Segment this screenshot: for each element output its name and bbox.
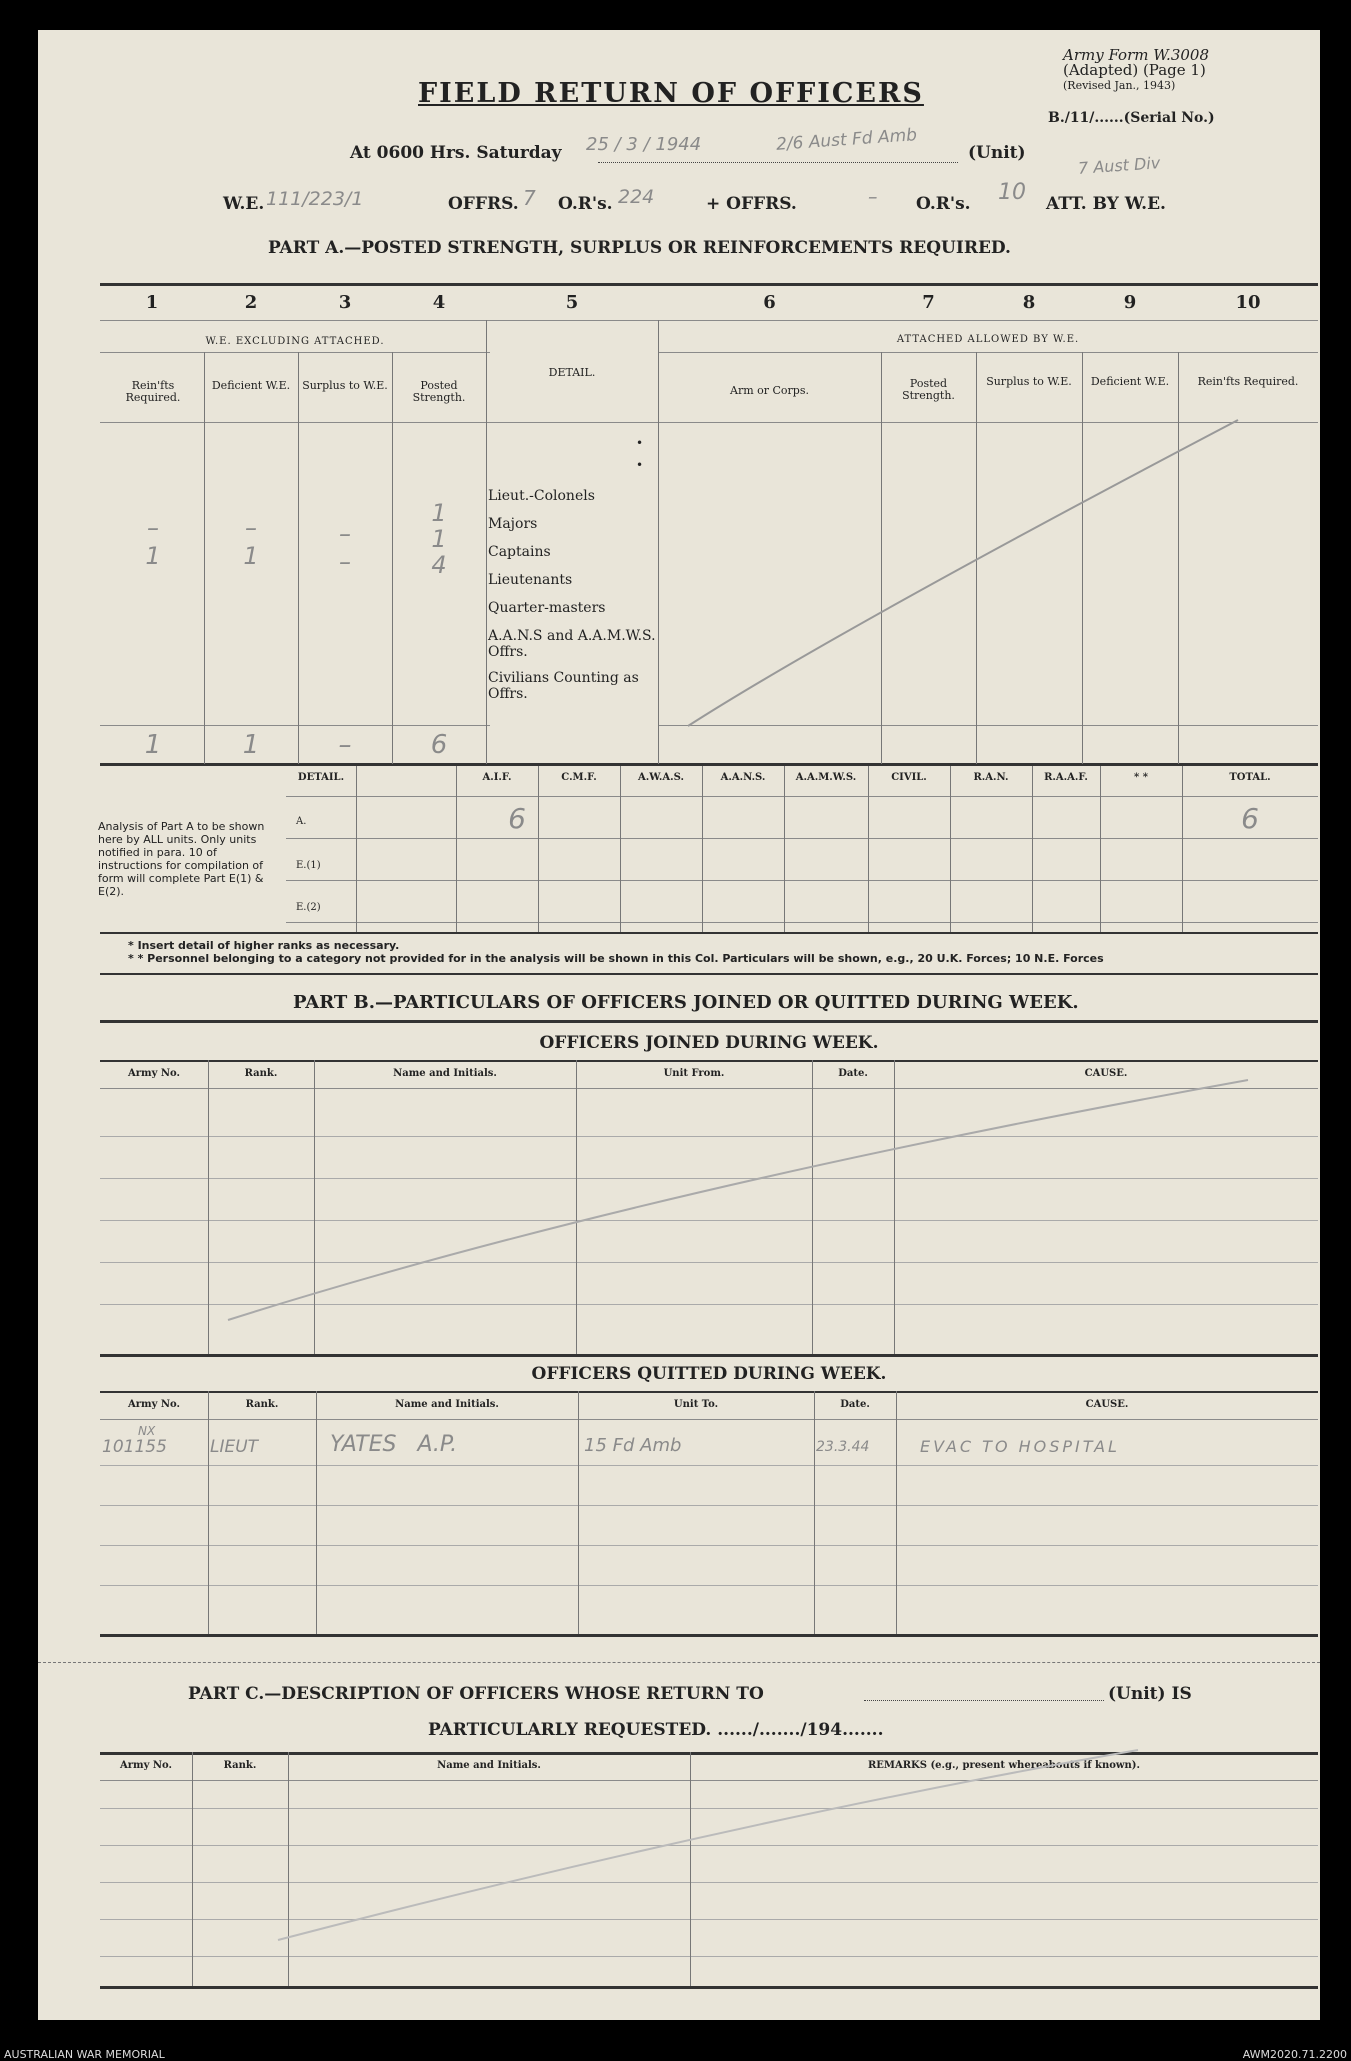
analysis-row-e2: E.(2): [296, 902, 321, 913]
hw-col3-a: –: [339, 520, 351, 548]
analysis-hdr-0: DETAIL.: [297, 772, 345, 783]
col-number-8: 8: [1022, 292, 1036, 313]
plus-ors-label: O.R's.: [916, 194, 971, 214]
quitted-table-hdr-5: CAUSE.: [1085, 1399, 1129, 1410]
unit-label: (Unit): [968, 143, 1026, 163]
at-label: At 0600 Hrs. Saturday: [350, 143, 562, 163]
hdr-surplus-right: Surplus to W.E.: [986, 375, 1072, 388]
detail-majors: Majors: [488, 516, 538, 532]
analysis-hdr-4: A.W.A.S.: [638, 772, 684, 783]
footnote-2: * * Personnel belonging to a category not provided for in the analysis will be shown in this Col. Particulars will be shown, e.g., 20 U.K. Forces; 10 N.E. Forces: [128, 952, 1104, 965]
analysis-hdr-5: A.A.N.S.: [720, 772, 766, 783]
unit-handwritten: 2/6 Aust Fd Amb: [775, 125, 918, 155]
quit-unit: 15 Fd Amb: [584, 1435, 682, 1456]
hdr-deficient-right: Deficient W.E.: [1090, 375, 1170, 388]
plus-offrs-value: –: [868, 186, 878, 208]
hdr-reinfts-left: Rein'fts Required.: [125, 379, 181, 404]
detail-aans: A.A.N.S and A.A.M.W.S. Offrs.: [488, 628, 656, 660]
hw-col4-a: 1: [431, 499, 447, 527]
detail-lt-colonels: Lieut.-Colonels: [488, 488, 595, 504]
col-number-10: 10: [1235, 292, 1261, 313]
return-date: 25 / 3 / 1944: [586, 134, 702, 155]
partc-table-hdr-2: Name and Initials.: [437, 1760, 541, 1771]
hw-col1-b: 1: [145, 542, 161, 570]
hdr-reinfts-right: Rein'fts Required.: [1197, 375, 1299, 388]
quitted-table-hdr-1: Rank.: [245, 1399, 279, 1410]
joined-table-hdr-2: Name and Initials.: [393, 1068, 497, 1079]
analysis-row-e1: E.(1): [296, 860, 321, 871]
hdr-deficient-left: Deficient W.E.: [211, 379, 291, 392]
we-label: W.E.: [223, 194, 265, 214]
col-number-1: 1: [145, 292, 159, 313]
ors-label: O.R's.: [558, 194, 613, 214]
hw-col2-a: –: [245, 514, 257, 542]
att-label: ATT. BY W.E.: [1046, 194, 1166, 214]
ors-value: 224: [618, 186, 655, 208]
total-col2: 1: [242, 730, 260, 760]
footer-right: AWM2020.71.2200: [1242, 2048, 1347, 2061]
form-title: FIELD RETURN OF OFFICERS: [418, 78, 924, 109]
hw-col3-b: –: [339, 548, 351, 576]
hdr-posted-right: Posted Strength.: [902, 377, 955, 402]
quit-rank: LIEUT: [210, 1437, 259, 1457]
part-c-title-2: PARTICULARLY REQUESTED. ....../......./194.......: [428, 1720, 884, 1740]
partc-table-hdr-0: Army No.: [119, 1760, 173, 1771]
analysis-hdr-9: R.A.A.F.: [1044, 772, 1088, 783]
partc-table-hdr-1: Rank.: [223, 1760, 257, 1771]
col-number-2: 2: [244, 292, 258, 313]
joined-table-hdr-1: Rank.: [244, 1068, 278, 1079]
analysis-note: Analysis of Part A to be shown here by ALL units. Only units notified in para. 10 of instructions for compilation of form will complete Part E(1) & E(2).: [98, 820, 265, 898]
quitted-table-hdr-3: Unit To.: [673, 1399, 719, 1410]
group-right-header: ATTACHED ALLOWED BY W.E.: [896, 334, 1080, 345]
partc-table-hdr-3: REMARKS (e.g., present whereabouts if known).: [867, 1760, 1141, 1771]
total-col4: 6: [430, 730, 448, 760]
joined-title: OFFICERS JOINED DURING WEEK.: [539, 1033, 879, 1053]
detail-lieutenants: Lieutenants: [488, 572, 573, 588]
hdr-posted-left: Posted Strength.: [412, 379, 466, 404]
part-c-title-b: (Unit) IS: [1108, 1684, 1192, 1704]
detail-captains: Captains: [488, 544, 551, 560]
quitted-table-hdr-4: Date.: [840, 1399, 870, 1410]
col-number-7: 7: [922, 292, 935, 313]
serial-number: B./11/......(Serial No.): [1048, 110, 1215, 126]
hdr-arm-corps: Arm or Corps.: [730, 384, 809, 397]
col-number-4: 4: [432, 292, 446, 313]
quit-cause: EVAC TO HOSPITAL: [920, 1437, 1120, 1456]
analysis-hdr-6: A.A.M.W.S.: [795, 772, 857, 783]
total-col1: 1: [144, 730, 162, 760]
offrs-label: OFFRS.: [448, 194, 519, 214]
part-c-title-a: PART C.—DESCRIPTION OF OFFICERS WHOSE RETURN TO: [188, 1684, 764, 1704]
analysis-hdr-10: * *: [1134, 772, 1148, 783]
part-a-title: PART A.—POSTED STRENGTH, SURPLUS OR REINFORCEMENTS REQUIRED.: [268, 238, 1011, 258]
detail-civilians: Civilians Counting as Offrs.: [488, 670, 639, 702]
analysis-hdr-3: C.M.F.: [561, 772, 597, 783]
we-value: 111/223/1: [266, 188, 364, 210]
strike-line-part-c: [278, 1750, 1138, 1940]
hdr-detail: DETAIL.: [548, 366, 596, 379]
offrs-value: 7: [523, 186, 536, 210]
form-id-line1: Army Form W.3008: [1063, 46, 1209, 64]
form-paper: Army Form W.3008 (Adapted) (Page 1) (Revised Jan., 1943) B./11/......(Serial No.) FIELD RETURN OF OFFICERS At 0600 Hrs. Saturday 25 / 3 / 1944 2/6 Aust Fd Amb 7 Aust Div (Unit) W.E. 111/223/1 OFFRS. 7 O.R's. 224 + OFFRS. – O.R's. 10 ATT. BY W.E. PART A.—POSTED STRENGTH, SURPLUS OR REINFORCEMENTS REQUIRED. 1 2 3 4 5 6 7 8 9 10 W.E. EXCLUDING ATTACHED. ATTACHED ALLOWED BY W.E. Rein'fts Required. Deficient W.E. Surplus to W.E. Posted Strength. DETAIL. Arm or Corps. Posted Strength. Surplus to W.E. Deficient W.E. Rein'fts Required. • • Lieut.-Colonels Majors Captains Lieutenants Quarter-masters A.A.N.S and A.A.M.W.S. Offrs. Civilians Counting as Offrs. – 1 – 1 – – 1 1 4 1 1 – 6 Analysis of Part A to be shown here by ALL units. Only units notified in para. 10 of instructions for compilation of form will complete Part E(1) & E(2). DETAIL. A.I.F. C.M.F. A.W.A.S. A.A.N.S. A.A.M.W.S. CIVIL. R.A.N. R.A.A.F. * * TOTAL. A. E.(1) E.(2) 6 6 * Insert detail of higher ranks as necessary. * * Personnel belonging to a category not provided for in the analysis will be shown in this Col. Particulars will be shown, e.g., 20 U.K. Forces; 10 N.E. Forces PART B.—PARTICULARS OF OFFICERS JOINED OR QUITTED DURING WEEK. OFFICERS JOINED DURING WEEK. Army No. Rank. Name and Initials. Unit From. Date. CAUSE. OFFICERS QUITTED DURING WEEK. Army No. Rank. Name and Initials. Unit To. Date. CAUSE. NX 101155 LIEUT YATES A.P. 15 Fd Amb 23.3.44 EVAC TO HOSPITAL PART C.—DESCRIPTION OF OFFICERS WHOSE RETURN TO (Unit) IS PARTICULARLY REQUESTED. ....../......./194....... Army No. Rank. Name and Initials. REMARKS (e.g., present whereabouts if known).: [38, 30, 1320, 2020]
col-number-9: 9: [1123, 292, 1137, 313]
analysis-hdr-11: TOTAL.: [1229, 772, 1271, 783]
plus-offrs-label: + OFFRS.: [706, 194, 797, 214]
part-b-title: PART B.—PARTICULARS OF OFFICERS JOINED OR QUITTED DURING WEEK.: [293, 992, 1079, 1013]
quit-army-prefix: NX: [138, 1424, 156, 1438]
joined-table-hdr-4: Date.: [838, 1068, 868, 1079]
hdr-surplus-left: Surplus to W.E.: [302, 379, 388, 392]
quit-date: 23.3.44: [816, 1439, 870, 1455]
quitted-table-hdr-0: Army No.: [127, 1399, 181, 1410]
group-left-header: W.E. EXCLUDING ATTACHED.: [205, 336, 385, 347]
total-col3: –: [338, 730, 352, 760]
quitted-table-hdr-2: Name and Initials.: [395, 1399, 499, 1410]
analysis-row-a: A.: [296, 816, 307, 827]
hw-col1-a: –: [147, 514, 159, 542]
analysis-hdr-2: A.I.F.: [482, 772, 512, 783]
form-id-line3: (Revised Jan., 1943): [1063, 79, 1176, 92]
strike-line-part-a: [688, 420, 1238, 726]
joined-table-hdr-0: Army No.: [127, 1068, 181, 1079]
joined-table-hdr-3: Unit From.: [663, 1068, 725, 1079]
quit-army-no: 101155: [102, 1437, 167, 1457]
detail-quartermasters: Quarter-masters: [488, 600, 606, 616]
analysis-aif-value: 6: [508, 802, 526, 835]
quitted-title: OFFICERS QUITTED DURING WEEK.: [531, 1364, 887, 1384]
pencil-strike-lines: [38, 30, 1320, 2020]
analysis-hdr-7: CIVIL.: [891, 772, 927, 783]
unit-handwritten-2: 7 Aust Div: [1077, 153, 1161, 178]
hw-col2-b: 1: [243, 542, 259, 570]
quit-name: YATES A.P.: [330, 1432, 458, 1457]
form-id-line2: (Adapted) (Page 1): [1063, 61, 1206, 79]
joined-table-hdr-5: CAUSE.: [1084, 1068, 1128, 1079]
footnote-1: * Insert detail of higher ranks as necessary.: [128, 939, 400, 952]
hw-col4-b: 1: [431, 525, 447, 553]
analysis-total-value: 6: [1241, 802, 1259, 835]
col-number-5: 5: [565, 292, 579, 313]
strike-line-joined: [228, 1080, 1248, 1320]
col-number-3: 3: [338, 292, 352, 313]
plus-ors-value: 10: [998, 180, 1026, 205]
hw-col4-c: 4: [431, 551, 447, 579]
footer-left: AUSTRALIAN WAR MEMORIAL: [4, 2048, 165, 2061]
col-number-6: 6: [763, 292, 776, 313]
analysis-hdr-8: R.A.N.: [973, 772, 1009, 783]
